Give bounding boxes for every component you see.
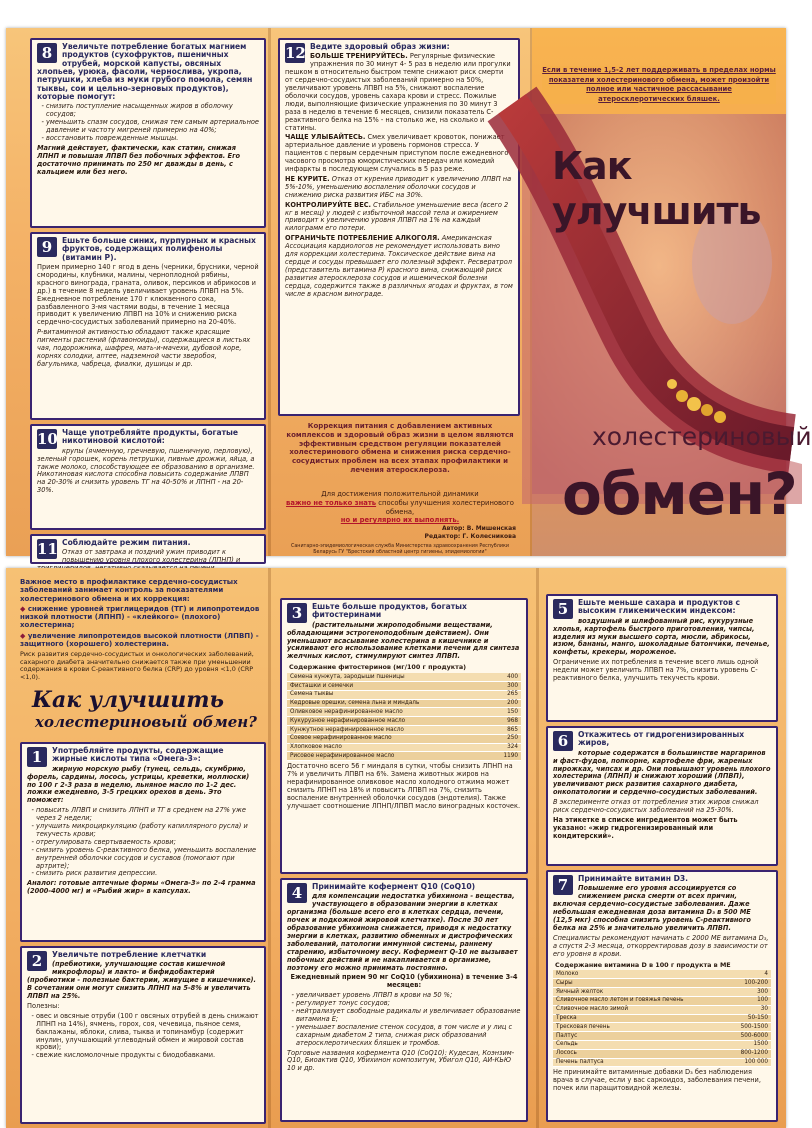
bullet-icon: ◆ <box>20 631 28 640</box>
dynamics-line: способы улучшения холестеринового обмена, <box>378 498 514 516</box>
section-title: Соблюдайте режим питания. <box>62 538 191 547</box>
intro-bullet: увеличение липопротеидов высокой плотности (ЛПВП) - защитного (хорошего) холестерина. <box>20 631 259 648</box>
dynamics-emphasis: но и регулярно их выполнять. <box>340 516 460 525</box>
product-value: 265 <box>487 690 521 699</box>
product-value: 968 <box>487 717 521 726</box>
cover-title-line2: холестериновый <box>592 422 812 451</box>
product-value: 865 <box>487 726 521 735</box>
table-row <box>553 1049 771 1058</box>
table-row <box>553 988 771 997</box>
section-title: Ешьте меньше сахара и продуктов с высоким гликемическим индексом: <box>578 598 741 616</box>
tip-title: ЧАЩЕ УЛЫБАЙТЕСЬ. <box>285 133 366 142</box>
product-name: Тресковая печень <box>553 1023 737 1032</box>
section-number: 11 <box>37 540 58 558</box>
table-row <box>553 1040 771 1049</box>
section-title: Ешьте больше синих, пурпурных и красных фруктов, содержащих полифенолы (витамин Р). <box>62 236 256 262</box>
table-row <box>287 717 521 726</box>
product-name: Печень палтуса <box>553 1058 737 1067</box>
intro-block <box>20 578 260 681</box>
section-body-2: В эксперименте отказ от потребления этих жиров снижал риск сердечно-сосудистых заболеваний на 25-30%. <box>553 798 759 815</box>
list-item: - свежие кисломолочные продукты с биодобавками. <box>36 1052 259 1060</box>
bullet-icon: ◆ <box>20 604 28 613</box>
section-number: 8 <box>37 43 57 63</box>
benefits-list <box>27 807 259 878</box>
product-name: Семена тыквы <box>287 690 487 699</box>
section-note: Ограничение их потребления в течение всего лишь одной недели может увеличить ЛПВП на 7%, снизить уровень С-реактивного белка, улучшить текучесть крови. <box>553 658 759 683</box>
product-name: Фисташки и семечки <box>287 682 487 691</box>
table-row <box>287 690 521 699</box>
section-10 <box>30 424 266 530</box>
table-row <box>553 1005 771 1014</box>
list-item: - повысить ЛПВП и снизить ЛПНП и ТГ в среднем на 27% уже через 2 недели; <box>36 807 259 823</box>
product-value: 1190 <box>487 752 521 761</box>
publisher: Санитарно-эпидемиологическая служба Министерства здравоохранения Республики Беларусь ГУ "Брестский областной центр гигиены, эпидемиологии" <box>291 544 509 555</box>
section-body-2: Специалисты рекомендуют начинать с 2000 МЕ витамина D₃, а спустя 2-3 месяца, откорректировав дозу в зависимости от его уровня в крови. <box>553 933 769 958</box>
section-body: которые содержатся в большинстве маргаринов и фаст-фудов, попкорне, картофеле фри, жареных пирожках, чипсах и др. Они повышают уровень плохого холестерина (ЛПНП) и снижают хороший (ЛПВП), увеличивают риск развития сахарного диабета, онкопатологии и сердечно-сосудистых заболеваний. <box>553 748 771 797</box>
intro-text: Важное место в профилактике сердечно-сосудистых заболеваний занимает контроль за показателями холестеринового обмена и их коррекция: <box>20 578 238 603</box>
section-note: Не принимайте витаминные добавки D₃ без наблюдения врача в случае, если у вас саркоидоз, заболевания печени, почек или паращитовидной железы. <box>553 1068 761 1093</box>
section-6 <box>546 726 778 866</box>
product-value: 500-1500 <box>737 1023 771 1032</box>
product-value: 300 <box>487 682 521 691</box>
product-value: 50-150 <box>737 1014 771 1023</box>
product-value: 100-200 <box>737 979 771 988</box>
section-number: 2 <box>27 951 47 971</box>
cover-intro: Если в течение 1,5-2 лет поддерживать в пределах нормы показатели холестеринового обмена, может произойти полное или частичное рассасывание атеросклеротических бляшек. <box>542 66 776 103</box>
tip-text: Стабильное уменьшение веса (всего 2 кг в месяц) у людей с избыточной массой тела и ожирением приводит к увеличению уровня ЛПВП на 1% на каждый килограмм его потери. <box>285 200 509 233</box>
editor: Редактор: Г. Колесникова <box>424 533 516 540</box>
table-row <box>287 682 521 691</box>
table-row <box>553 996 771 1005</box>
table-row <box>553 979 771 988</box>
fold-line <box>536 568 539 1128</box>
product-name: Треска <box>553 1014 737 1023</box>
section-body: крупы (ячменную, гречневую, пшеничную, перловую), зеленый горошек, корень петрушки, пивные дрожжи, яйца, а также молоко, способствующее ее образованию в организме. Никотиновая кислота способна повысить содержание ЛПВП на 20-30% и снизить уровень ТГ на 40-50% и ЛПНП - на 20-30%. <box>37 446 255 495</box>
product-name: Кедровые орешки, семена льна и миндаль <box>287 699 487 708</box>
list-item: - отрегулировать свертываемость крови; <box>36 839 259 847</box>
table-row <box>287 708 521 717</box>
section-number: 7 <box>553 875 573 895</box>
cover-panel <box>532 28 812 556</box>
section-number: 9 <box>37 237 57 257</box>
list-item: - снизить уровень С-реактивного белка, уменьшить воспаление внутренней оболочки сосудов и суставов (помогают при артрите); <box>36 847 259 871</box>
section-body: (пребиотики, улучшающие состав кишечной микрофлоры) и лакто- и бифидобактерий (пробиотики - полезные бактерии, живущие в кишечнике). В сочетании они могут снизить ЛПНП на 5-8% и увеличить ЛПВП на 25%. <box>27 960 257 1000</box>
list-item: - снизить поступление насыщенных жиров в оболочку сосудов; <box>46 103 259 119</box>
section-title: Увеличьте потребление богатых магнием продуктов (сухофруктов, пшеничных отрубей, морской капусты, овсяных хлопьев, урюка, фасоли, чернослива, укропа, петрушки, хлеба из муки грубого помола, семян тыквы, сои и цельно-зерновых продуктов), которые помогут: <box>37 42 253 102</box>
product-value: 150 <box>487 708 521 717</box>
section-number: 6 <box>553 731 573 751</box>
product-name: Лосось <box>553 1049 737 1058</box>
section-number: 1 <box>27 747 47 767</box>
dynamics-text <box>286 490 514 525</box>
section-body: воздушный и шлифованный рис, кукурузные хлопья, картофель быстрого приготовления, чипсы, изделия из муки высшего сорта, мюсли, абрикосы, изюм, бананы, манго, шоколадные батончики, печенье, конфеты, крекеры, мороженое. <box>553 616 770 657</box>
table-row <box>553 1023 771 1032</box>
product-name: Яичный желток <box>553 988 737 997</box>
product-name: Рисовое нерафинированное масло <box>287 752 487 761</box>
benefits-list <box>287 992 521 1047</box>
product-value: 800-1200 <box>737 1049 771 1058</box>
product-name: Хлопковое масло <box>287 743 487 752</box>
summary-text: Коррекция питания с добавлением активных комплексов и здоровый образ жизни в целом являются эффективным средством регуляции показателей холестеринового обмена и снижения риска сердечно-сосудистых проблем на всех этапах профилактики и лечения атеросклероза. <box>286 422 514 474</box>
section-title: Ешьте больше продуктов, богатых фитостеринами <box>312 602 467 620</box>
section-5 <box>546 594 778 722</box>
product-name: Сыры <box>553 979 737 988</box>
section-3 <box>280 598 528 874</box>
list-item: - уменьшает воспаление стенок сосудов, в том числе и у лиц с сахарным диабетом 2 типа, снижая риск образований атеросклеротических бляшек и тромбов. <box>296 1024 521 1048</box>
list-item: - снизить риск развития депрессии. <box>36 870 259 878</box>
section-body: Отказ от завтрака и поздний ужин приводит к повышению уровня плохого холестерина (ЛПНП) и <box>62 548 241 565</box>
tip-title: БОЛЬШЕ ТРЕНИРУЙТЕСЬ. <box>310 52 408 61</box>
section-body: жирную морскую рыбу (тунец, сельдь, скумбрию, форель, сардины, лосось, устрицы, креветки, моллюски) по 100 г 2-3 раза в неделю, льняное масло по 1-2 дес. ложки ежедневно, 3-5 грецких орехов в день. Это поможет: <box>27 764 250 805</box>
tip-title: ОГРАНИЧЬТЕ ПОТРЕБЛЕНИЕ АЛКОГОЛЯ. <box>285 234 440 243</box>
dose-text: Ежедневный прием 90 мг CoQ10 (убихинона) в течение 3-4 месяцев: <box>290 973 518 990</box>
product-name: Семена кунжута, зародыши пшеницы <box>287 673 487 682</box>
bottom-sheet <box>6 568 786 1128</box>
table-row <box>287 734 521 743</box>
section-number: 10 <box>37 430 58 448</box>
product-name: Соевое нерафинированное масло <box>287 734 487 743</box>
vitamin-d-table <box>553 961 771 1068</box>
top-sheet <box>6 28 812 565</box>
product-value: 250 <box>487 734 521 743</box>
fold-line <box>268 28 271 556</box>
product-name: Кукурузное нерафинированное масло <box>287 717 487 726</box>
product-value: 100 <box>737 996 771 1005</box>
section-number: 5 <box>553 599 573 619</box>
phytosterol-table <box>287 663 521 761</box>
fold-line <box>268 568 271 1128</box>
table-row <box>287 752 521 761</box>
product-name: Сливочное масло зимой <box>553 1005 737 1014</box>
list-item: - улучшить микроциркуляцию (работу капиллярного русла) и текучесть крови; <box>36 823 259 839</box>
section-11 <box>30 534 266 564</box>
product-name: Молоко <box>553 970 737 979</box>
section-4 <box>280 878 528 1122</box>
cover-title-line3: обмен? <box>562 460 797 528</box>
section-9 <box>30 232 266 420</box>
product-value: 4 <box>737 970 771 979</box>
tip-text: Отказ от курения приводит к увеличению ЛПВП на 5%-10%, уменьшению воспаления оболочки сосудов и снижению риска развития ИБС на 30%. <box>285 174 512 199</box>
section-note: Аналог: готовые аптечные формы «Омега-3» по 2-4 грамма (2000-4000 мг) и «Рыбий жир» в капсулах. <box>27 879 256 896</box>
section-number: 4 <box>287 883 307 903</box>
benefits-list <box>27 1013 259 1060</box>
tip-text: Регулярные физические упражнения по 30 минут 4- 5 раз в неделю или прогулки пешком в относительно быстром темпе снижают риск смерти от сердечно-сосудистых заболеваний примерно на 50%, увеличивают уровень ЛПВП на 5%, снижают воспаление оболочки сосудов, уровень сахара крови и стресс. Пожилые люди, выполняющие физические упражнения по 30 минут 3 раза в неделю в течение 6 месяцев, снизили показатель С-реактивного белка на 15% - на столько же, на сколько и статины. <box>285 52 511 132</box>
product-name: Оливковое нерафинированное масло <box>287 708 487 717</box>
section-title: Употребляйте продукты, содержащие жирные кислоты типа «Омега-3»: <box>52 746 224 764</box>
section-note: Р-витаминной активностью обладают также красящие пигменты растений (флавоноиды), содержащиеся в листьях чая, подорожника, шафрея, мать-и-мачехи, дубовой коре, корнях солодки, аптее, надземной части зверобоя, багульника, чабреца, фиалки, душицы и др. <box>37 328 251 368</box>
product-name: Сельдь <box>553 1040 737 1049</box>
section-body: для компенсации недостатка убихинона - вещества, участвующего в образовании энергии в клетках организма (больше всего его в клетках сердца, печени, почек и подкожной жировой клетчатке). После 30 лет образование убихинона снижается, приводя к недостатку энергии в клетках, развитию обменных и дистрофических заболеваний, патологии иммунной системы, раннему старению, избыточному весу. Кофермент Q-10 не вызывает побочных действий и не накапливается в организме, поэтому его можно принимать постоянно. <box>287 892 518 972</box>
product-value: 200 <box>487 699 521 708</box>
inner-title-line2: холестериновый обмен? <box>35 713 257 731</box>
section-1 <box>20 742 266 942</box>
product-value: 324 <box>487 743 521 752</box>
product-name: Палтус <box>553 1032 737 1041</box>
section-body: Прием примерно 140 г ягод в день (черники, брусники, черной смородины, клубники, малины, черноплодной рябины, красного винограда, граната, оливок, персиков и абрикосов и др.) в течение 8 недель увеличивает уровень ЛПВП на 5%. Ежедневное потребление 170 г клюквенного сока, разбавленного 3-мя частями воды, в течение 1 месяца приводит к увеличению ЛПВП на 10% и снижению риска сердечно-сосудистых заболеваний примерно на 20-40%. <box>37 263 259 327</box>
product-value: 30 <box>737 1005 771 1014</box>
table-row <box>553 1058 771 1067</box>
cover-title-line1: Как улучшить <box>552 144 761 233</box>
section-title: Откажитесь от гидрогенизированных жиров, <box>578 730 745 748</box>
section-title: Чаще употребляйте продукты, богатые никотиновой кислотой: <box>62 428 239 446</box>
list-item: - уменьшить спазм сосудов, снижая тем самым артериальное давление и частоту мигреней примерно на 40%; <box>46 119 259 135</box>
list-item: - регулирует тонус сосудов; <box>296 1000 521 1008</box>
benefits-list <box>37 103 259 143</box>
product-value: 500-6000 <box>737 1032 771 1041</box>
list-item: - увеличивает уровень ЛПВП в крови на 50 %; <box>296 992 521 1000</box>
tip-text: Смех увеличивает кровоток, понижает артериальное давление и уровень гормонов стресса. У пациентов с первым сердечным приступом после ежедневного часового просмотра юмористических передач или комедий инфаркты в последующем случались в 5 раз реже. <box>285 133 509 174</box>
section-title: Принимайте витамин D3. <box>578 874 689 883</box>
section-note: Магний действует, фактически, как статин, снижая ЛПНП и повышая ЛПВП без побочных эффектов. Его достаточно принимать по 250 мг дважды в день, с кальцием или без него. <box>37 143 241 176</box>
list-item: - нейтрализует свободные радикалы и увеличивает образование витамина Е; <box>296 1008 521 1024</box>
product-value: 300 <box>737 988 771 997</box>
dynamics-line: Для достижения положительной динамики <box>321 490 479 498</box>
table-row <box>287 699 521 708</box>
product-value: 400 <box>487 673 521 682</box>
table-row <box>287 726 521 735</box>
section-2 <box>20 946 266 1124</box>
section-title: Ведите здоровый образ жизни: <box>310 42 450 51</box>
section-12 <box>278 38 520 416</box>
section-title: Увеличьте потребление клетчатки <box>52 950 207 959</box>
section-8 <box>30 38 266 228</box>
section-number: 12 <box>285 44 306 62</box>
section-title: Принимайте кофермент Q10 (CoQ10) <box>312 882 476 891</box>
section-note: На этикетке в списке ингредиентов может быть указано: «жир гидрогенизированный или кондитерский». <box>553 815 738 840</box>
section-note: Торговые названия кофермента Q10 (CoQ10): Кудесан, Коэнзим-Q10, Биоактив Q10, Убихинон композитум, Убигол Q10, АИ-КЬЮ 10 и др. <box>287 1048 515 1073</box>
product-value: 1500 <box>737 1040 771 1049</box>
table-title: Содержание фитостеринов (мг/100 г продукта) <box>289 663 467 672</box>
section-body: Повышение его уровня ассоциируется со снижением риска смерти от всех причин, включая сердечно-сосудистые заболевания. Даже небольшая ежедневная доза витамина D₃ в 500 МЕ (12,5 мкг) способна снизить уровень С-реактивного белка на 25% и значительно увеличить ЛПВП. <box>553 884 751 932</box>
table-row <box>287 743 521 752</box>
intro-note: Риск развития сердечно-сосудистых и онкологических заболеваний, сахарного диабета значительно снижается также при уменьшении содержания в крови С-реактивного белка (CRP) до уровня <1,0 (CRP <1,0). <box>20 650 254 681</box>
dynamics-emphasis: важно не только знать <box>286 498 377 507</box>
section-body: (растительными жироподобными веществами, обладающими эстрогеноподобным действием). Они уменьшают всасывание холестерина в кишечнике и усиливают его использование клетками печени для синтеза желчных кислот, стимулируют синтез ЛПВП. <box>287 620 520 661</box>
tip-title: НЕ КУРИТЕ. <box>285 174 330 183</box>
product-name: Кунжутное нерафинированное масло <box>287 726 487 735</box>
list-item: - овес и овсяные отруби (100 г овсяных отрубей в день снижают ЛПНП на 14%), ячмень, горох, соя, чечевица, пьяное семя, баклажаны, яблоки, слива, тыква и топинамбур (содержит инулин, улучшающий углеводный обмен и жировой состав крови); <box>36 1013 259 1053</box>
section-number: 3 <box>287 603 307 623</box>
section-note: Достаточно всего 56 г миндаля в сутки, чтобы снизить ЛПНП на 7% и увеличить ЛПВП на 6%. Замена животных жиров на нерафинированное оливковое масло холодного отжима может снизить ЛПНП на 18% и повысить ЛПВП на 7%, снизить воспаление внутренней оболочки сосудов (эндотелия). Также улучшает соотношение ЛПНП/ЛПВП масло виноградных косточек. <box>287 762 521 810</box>
table-row <box>553 970 771 979</box>
product-value: 100 000 <box>737 1058 771 1067</box>
intro-bullet: снижение уровней триглицеридов (ТГ) и липопротеидов низкой плотности (ЛПНП) - «клейкого» (плохого) холестерина; <box>20 604 260 630</box>
table-row <box>287 673 521 682</box>
product-name: Сливочное масло летом и говяжья печень <box>553 996 737 1005</box>
table-title: Содержание витамина D в 100 г продукта в МЕ <box>555 960 731 969</box>
table-row <box>553 1032 771 1041</box>
author: Автор: В. Мишенская <box>441 525 516 532</box>
section-7 <box>546 870 778 1122</box>
list-item: - восстановить поврежденные мышцы. <box>46 135 259 143</box>
tip-title: КОНТРОЛИРУЙТЕ ВЕС. <box>285 200 372 209</box>
table-row <box>553 1014 771 1023</box>
section-lead: Полезны: <box>27 1001 60 1010</box>
inner-title-line1: Как улучшить <box>32 687 225 713</box>
tip-text: Американская Ассоциация кардиологов не рекомендует использовать вино для коррекции холестерина. Токсическое действие вина на сердце и сосуды превышает его полезный эффект. Ресвератрол (представитель витамина Р) красного вина, снижающий риск развития атеросклероза сосудов и ишемической болезни сердца, содержится также в различных ягодах и фруктах, в том числе в красном винограде. <box>285 234 513 298</box>
